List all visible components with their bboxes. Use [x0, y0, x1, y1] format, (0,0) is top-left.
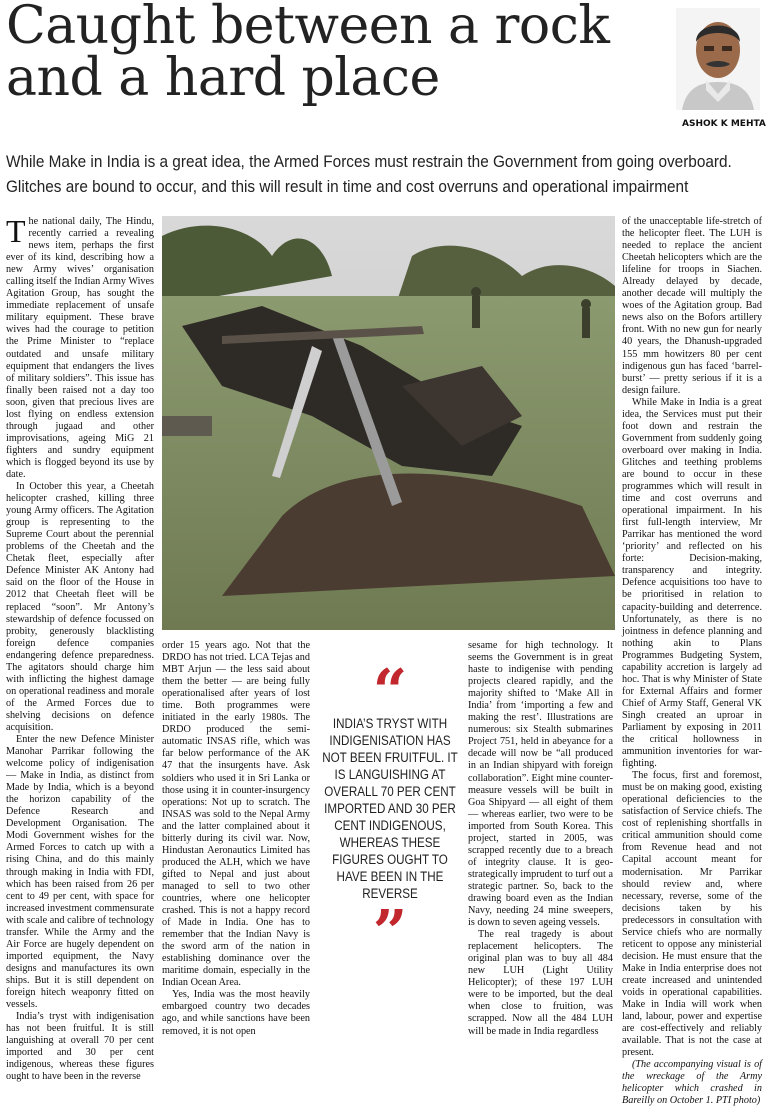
- body-column-5: [622, 216, 762, 1107]
- paragraph: While Make in India is a great idea, the Services must put their foot down and restrain the Government from suddenly going overboard over making in India. Glitches and teething problems are bound to occur in these programmes which will result in time and cost overruns and operational impairment. In his first full-length interview, Mr Parrikar has mentioned the word ‘priority’ and reflected on his forte: Decision-making, transparency and integrity. Defence acquisitions too have to be prioritised in relation to capacity-building and deterrence. Unfortunately, as there is no jointness in defence planning and nothing akin to Plans Programmes Budgeting System, capability accretion is largely ad hoc. That is why Minister of State for External Affairs and former Chief of Army Staff, General VK Singh created an uproar in Parliament by exposing in 2011 the critical hollowness in ammunition inventories for war-fighting.: [622, 396, 762, 770]
- open-quote-icon: “: [372, 657, 408, 727]
- author-photo: [676, 8, 760, 110]
- close-quote-icon: ”: [372, 898, 408, 968]
- author-portrait-icon: [676, 8, 760, 110]
- paragraph: [6, 213, 154, 481]
- standfirst: While Make in India is a great idea, the Armed Forces must restrain the Government from going overboard. Glitches are bound to occur, and this will result in time and cost overruns and operational impairment: [6, 153, 732, 196]
- paragraph: sesame for high technology. It seems the Government is in great haste to indigenise with pending projects cleared rapidly, and the majority shifted to ‘Make All in India’ from ‘importing a few and making the rest’. Illustrations are numerous: six Stealth submarines Project 751, held in abeyance for a decade will now be “all produced in an Indian shipyard with foreign collaboration”. Eight mine counter-measure vessels will be built in Goa Shipyard — all eight of them — whereas earlier, two were to be imported from South Korea. This project, started in 2005, was scrapped recently due to a breach of integrity clause. It is geo-strategically imprudent to turf out a strategic partner. So, back to the drawing board even as the Indian Navy, needing 24 mine sweepers, is down to seven ageing vessels.: [468, 640, 613, 929]
- headline-line-1: Caught between a rock: [6, 0, 610, 56]
- wreckage-photo: [162, 216, 615, 630]
- drop-cap: T: [6, 213, 26, 249]
- body-column-2: [162, 640, 310, 1038]
- pull-quote-text: INDIA’S TRYST WITH INDIGENISATION HAS NOT BEEN FRUITFUL. IT IS LANGUISHING AT OVERALL 70 PER CENT IMPORTED AND 30 PER CENT INDIGENOUS, WHEREAS THESE FIGURES OUGHT TO HAVE BEEN IN THE REVERSE: [322, 716, 458, 902]
- body-column-1: [6, 213, 154, 1083]
- paragraph: Yes, India was the most heavily embargoed country two decades ago, and while sanctions have been removed, it is not open: [162, 989, 310, 1037]
- photo-caption: (The accompanying visual is of the wreckage of the Army helicopter which crashed in Bareilly on October 1. PTI photo): [622, 1059, 762, 1107]
- paragraph: The focus, first and foremost, must be on making good, existing operational deficiencies to the satisfaction of Service chiefs. The cost of replenishing shortfalls in critical ammunition should come from Revenue head and not Capital account meant for modernisation. Mr Parrikar should review and, where necessary, reverse, some of the decisions taken by his predecessors in consultation with Service chiefs who are normally reticent to oppose any ministerial decision. He must ensure that the Make in India enterprise does not create increased and unintended voids in operational capabilities. Make in India will work when land, labour, power and expertise are cost-effectively and reliably available. That is not the case at present.: [622, 770, 762, 1059]
- helicopter-wreckage-icon: [162, 216, 615, 630]
- paragraph: of the unacceptable life-stretch of the helicopter fleet. The LUH is needed to replace the ancient Cheetah helicopters which are the lifeline for troops in Siachen. Already delayed by decade, another decade will multiply the woes of the Agitation group. Bad news also on the Bofors artillery front. With no new gun for nearly 40 years, the Dhanush-upgraded 155 mm howitzers 80 per cent indigenous gun has faced ‘barrel-burst’ — pretty serious if it is a design failure.: [622, 216, 762, 396]
- headline-line-2: and a hard place: [6, 48, 440, 108]
- paragraph: Enter the new Defence Minister Manohar Parrikar following the welcome policy of indigenisation — Make in India, as distinct from Made by India, which is a beyond the horizon capability of the Defence Research and Development Organisation. The Modi Government wishes for the Armed Forces to catch up with a rising China, and do this mainly through making in India with FDI, which has been raised from 26 per cent to 49 per cent, with space for increased investment commensurate with scale and calibre of technology transfer. While the Army and the Air Force are hugely dependent on imported equipment, the Navy designs and manufactures its own ships. But it is still dependent on foreign hitech weaponry fitted on vessels.: [6, 734, 154, 1011]
- paragraph: In October this year, a Cheetah helicopter crashed, killing three young Army officers. The Agitation group is representing to the Supreme Court about the perennial problems of the Cheetah and the Chetak fleet, especially after Defence Minister AK Antony had said on the floor of the House in 2012 that Cheetah fleet will be replaced “soon”. Mr Antony’s stewardship of defence focussed on probity, generously blacklisting foreign defence companies endangering defence preparedness. The agitators should charge him with inflicting the highest damage on operational readiness and morale of the Armed Forces due to shelving decisions on defence acquisition.: [6, 481, 154, 733]
- body-column-4: [468, 640, 613, 1038]
- paragraph: India’s tryst with indigenisation has not been fruitful. It is still languishing at overall 70 per cent imported and 30 per cent indigenous, whereas these figures ought to have been in the reverse: [6, 1011, 154, 1083]
- headline: [6, 0, 646, 108]
- paragraph: The real tragedy is about replacement helicopters. The original plan was to buy all 484 new LUH (Light Utility Helicopter); of these 197 LUH were to be imported, but the deal when close to fruition, was scrapped. Now all the 484 LUH will be made in India regardless: [468, 929, 613, 1037]
- pull-quote: [318, 657, 462, 1032]
- paragraph-text: he national daily, The Hindu, recently carried a revealing news item, perhaps the first ever of its kind, describing how a new Army wives’ organisation calling itself the Indian Army Wives Agitation Group, has sought the immediate replacement of unsafe military equipment. These brave wives had the courage to petition the Prime Minister to “replace outdated and unsafe military equipment that endangers the lives of military soldiers”. This issue has finally been raised not a day too soon, given that precious lives are lost flying on endless extension through jugaad and other improvisations, ageing MiG 21 fighters and sundry equipment which is flogged beyond its use by date.: [6, 216, 154, 480]
- byline: ASHOK K MEHTA: [682, 119, 766, 129]
- paragraph: order 15 years ago. Not that the DRDO has not tried. LCA Tejas and MBT Arjun — the less said about them the better — are being fully operationalised after years of lost time. Both programmes were initiated in the early 1980s. The DRDO produced the semi-automatic INSAS rifle, which was far below performance of the AK 47 that the insurgents have. Ask soldiers who used it in Sri Lanka or those using it in counter-insurgency operations: Not up to scratch. The INSAS was sold to the Nepal Army and the latter complained about it bitterly during its civil war. Now, Hindustan Aeronautics Limited has produced the ALH, which we have gifted to Nepal and just about managed to sell to two other countries, where one helicopter crashed. This is not a happy record of Made in India. One has to remember that the Indian Navy is the sword arm of the nation in establishing dominance over the maritime domain, especially in the Indian Ocean Area.: [162, 640, 310, 989]
